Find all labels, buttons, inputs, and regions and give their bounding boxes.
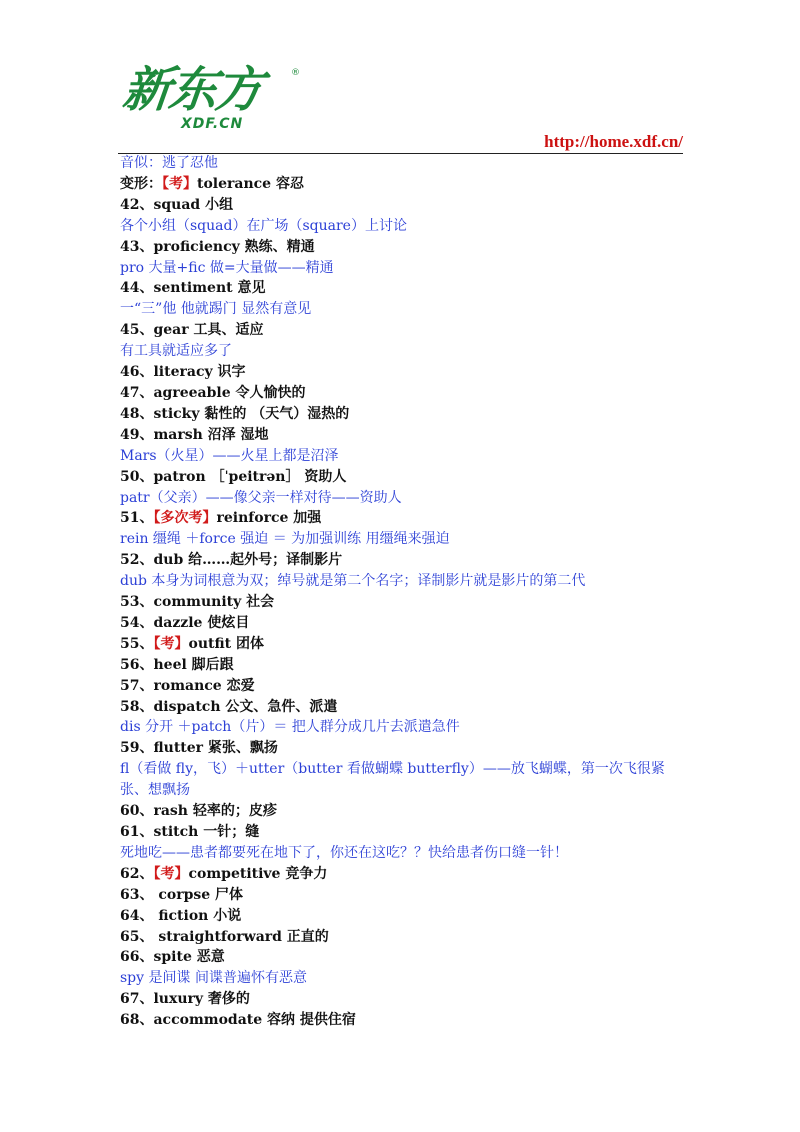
mnemonic-note: 死地吃——患者都要死在地下了，你还在这吃？？快给患者伤口缝一针！ <box>120 844 568 861</box>
vocab-entry: 68、accommodate 容纳 提供住宿 <box>120 1012 356 1029</box>
vocab-entry <box>120 864 685 885</box>
vocab-entry: 61、stitch 一针；缝 <box>120 824 260 840</box>
mnemonic-note: pro 大量+fic 做=大量做——精通 <box>120 259 334 276</box>
vocab-entry: 56、heel 脚后跟 <box>120 656 234 673</box>
mnemonic-note: 各个小组（squad）在广场（square）上讨论 <box>120 217 407 234</box>
vocab-entry: 59、flutter 紧张、飘扬 <box>120 740 278 757</box>
entry-prefix: 变形： <box>120 175 162 192</box>
registered-mark: ® <box>291 68 300 78</box>
vocab-entry: 63、 corpse 尸体 <box>120 886 244 903</box>
exam-tag: 【考】 <box>153 635 189 652</box>
exam-tag: 【考】 <box>162 175 197 192</box>
vocab-entry: 57、romance 恋爱 <box>120 677 255 694</box>
page-header <box>118 60 683 155</box>
mnemonic-note: spy 是间谍 间谍普遍怀有恶意 <box>120 970 307 987</box>
entry-prefix: 55、 <box>120 635 154 652</box>
vocab-entry: 47、agreeable 令人愉快的 <box>120 384 306 401</box>
mnemonic-note: patr（父亲）——像父亲一样对待——资助人 <box>120 489 402 506</box>
vocab-entry: 66、spite 恶意 <box>120 949 225 966</box>
vocab-entry: 64、 fiction 小说 <box>120 907 242 924</box>
xdf-logo <box>120 60 300 138</box>
vocab-entry: 46、literacy 识字 <box>120 364 246 381</box>
mnemonic-note: dis 分开 ＋patch（片）＝ 把人群分成几片去派遣急件 <box>120 719 460 736</box>
vocabulary-list <box>120 153 685 1031</box>
entry-word: outfit 团体 <box>188 635 264 652</box>
vocab-entry: 53、community 社会 <box>120 594 275 611</box>
vocab-entry: 60、rash 轻率的；皮疹 <box>120 803 277 820</box>
mnemonic-note: dub 本身为词根意为双；绰号就是第二个名字；译制影片就是影片的第二代 <box>120 573 586 590</box>
exam-tag: 【考】 <box>153 865 189 882</box>
logo-sub-text: XDF.CN <box>181 116 244 132</box>
vocab-entry: 58、dispatch 公文、急件、派遣 <box>120 698 338 715</box>
vocab-entry <box>120 174 685 195</box>
mnemonic-note: 一“三”他 他就踢门 显然有意见 <box>120 301 312 318</box>
vocab-entry: 52、dub 给……起外号；译制影片 <box>120 552 343 569</box>
vocab-entry: 54、dazzle 使炫目 <box>120 614 250 631</box>
entry-word: competitive 竞争力 <box>188 865 328 882</box>
mnemonic-note: 音似：逃了忍他 <box>120 155 218 171</box>
logo-main-text: 新东方 <box>120 62 264 118</box>
vocab-entry: 43、proficiency 熟练、精通 <box>120 238 315 255</box>
entry-prefix: 62、 <box>120 865 154 882</box>
mnemonic-note: rein 缰绳 ＋force 强迫 ＝ 为加强训练 用缰绳来强迫 <box>120 531 450 548</box>
vocab-entry: 50、patron ［ˈpeitrən］ 资助人 <box>120 468 347 485</box>
entry-word: tolerance 容忍 <box>197 175 304 192</box>
entry-word: reinforce 加强 <box>216 510 322 527</box>
vocab-entry: 42、squad 小组 <box>120 196 234 213</box>
vocab-entry: 65、 straightforward 正直的 <box>120 928 329 945</box>
vocab-entry: 44、sentiment 意见 <box>120 280 266 297</box>
vocab-entry: 49、marsh 沼泽 湿地 <box>120 426 269 443</box>
entry-prefix: 51、 <box>120 510 154 527</box>
vocab-entry: 45、gear 工具、适应 <box>120 322 264 339</box>
vocab-entry <box>120 508 685 529</box>
vocab-entry: 48、sticky 黏性的 （天气）湿热的 <box>120 405 350 422</box>
vocab-entry: 67、luxury 奢侈的 <box>120 991 250 1008</box>
vocab-entry <box>120 634 685 655</box>
exam-tag: 【多次考】 <box>153 510 217 527</box>
mnemonic-note: Mars（火星）——火星上都是沼泽 <box>120 447 339 464</box>
header-url-link[interactable]: http://home.xdf.cn/ <box>544 132 683 151</box>
mnemonic-note: fl（看做 fly，飞）＋utter（butter 看做蝴蝶 butterfly）——放飞蝴蝶，第一次飞很紧张、想飘扬 <box>120 761 665 799</box>
mnemonic-note: 有工具就适应多了 <box>120 343 232 360</box>
